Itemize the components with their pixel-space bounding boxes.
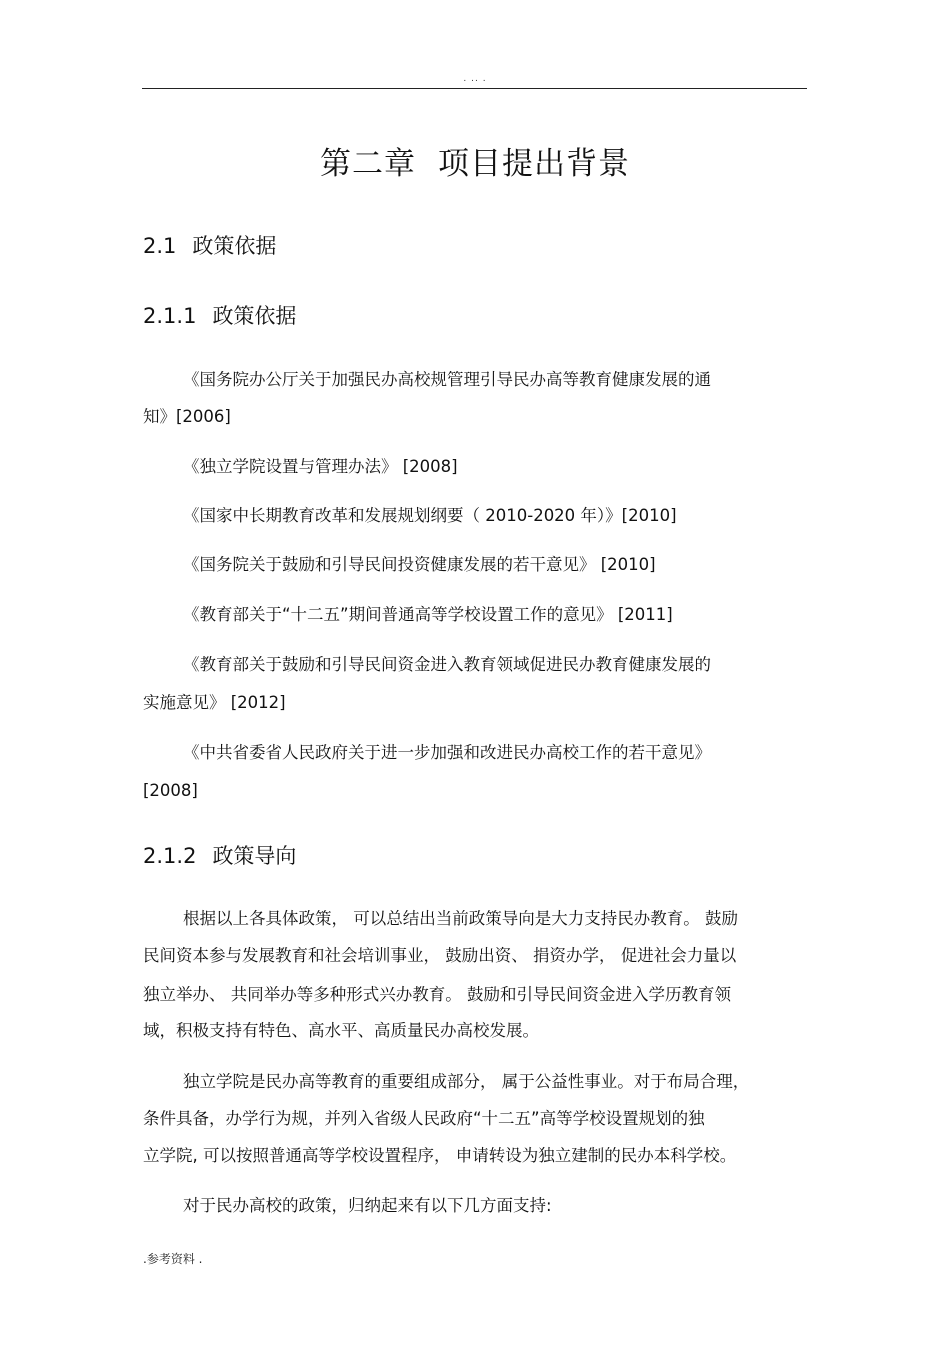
body-line: 立学院, 可以按照普通高等学校设置程序， 申请转设为独立建制的民办本科学校。 bbox=[143, 1146, 737, 1165]
header-rule bbox=[142, 88, 807, 89]
policy-line: [2008] bbox=[143, 781, 198, 800]
policy-line: 《国家中长期教育改革和发展规划纲要（ 2010-2020 年）》[2010] bbox=[183, 506, 677, 525]
section-2-1-1-heading bbox=[143, 300, 296, 330]
policy-line: 《教育部关于“十二五”期间普通高等学校设置工作的意见》 [2011] bbox=[183, 605, 673, 624]
section-2-1-2-heading bbox=[143, 840, 296, 870]
section-title: 政策依据 bbox=[212, 304, 297, 328]
policy-line: 实施意见》 [2012] bbox=[143, 693, 286, 712]
body-line: 域，积极支持有特色、高水平、高质量民办高校发展。 bbox=[143, 1021, 539, 1040]
section-number: 2.1 bbox=[143, 234, 177, 258]
policy-line: 《中共省委省人民政府关于进一步加强和改进民办高校工作的若干意见》 bbox=[183, 743, 711, 762]
policy-line: 《国务院办公厅关于加强民办高校规管理引导民办高等教育健康发展的通 bbox=[183, 370, 711, 389]
body-line: 独立举办、 共同举办等多种形式兴办教育。 鼓励和引导民间资金进入学历教育领 bbox=[143, 985, 731, 1004]
body-line: 条件具备，办学行为规，并列入省级人民政府“十二五”高等学校设置规划的独 bbox=[143, 1109, 705, 1128]
policy-line: 知》[2006] bbox=[143, 407, 231, 426]
section-title: 政策依据 bbox=[192, 234, 277, 258]
section-title: 政策导向 bbox=[212, 844, 297, 868]
body-line: 根据以上各具体政策， 可以总结出当前政策导向是大力支持民办教育。 鼓励 bbox=[183, 909, 738, 928]
policy-line: 《教育部关于鼓励和引导民间资金进入教育领域促进民办教育健康发展的 bbox=[183, 655, 711, 674]
body-line: 独立学院是民办高等教育的重要组成部分， 属于公益性事业。对于布局合理， bbox=[183, 1072, 750, 1091]
body-line: 民间资本参与发展教育和社会培训事业， 鼓励出资、 捐资办学， 促进社会力量以 bbox=[143, 946, 737, 965]
chapter-title-text: 项目提出背景 bbox=[438, 146, 630, 182]
chapter-label: 第二章 bbox=[320, 146, 416, 182]
section-number: 2.1.2 bbox=[143, 844, 197, 868]
policy-line: 《国务院关于鼓励和引导民间投资健康发展的若干意见》 [2010] bbox=[183, 555, 656, 574]
section-2-1-heading bbox=[143, 230, 276, 260]
header-mark: . .. . bbox=[463, 74, 487, 84]
policy-line: 《独立学院设置与管理办法》 [2008] bbox=[183, 457, 458, 476]
chapter-title bbox=[0, 138, 950, 183]
body-line: 对于民办高校的政策，归纳起来有以下几方面支持: bbox=[183, 1196, 552, 1215]
footer-text: .参考资料 . bbox=[143, 1252, 203, 1266]
section-number: 2.1.1 bbox=[143, 304, 197, 328]
